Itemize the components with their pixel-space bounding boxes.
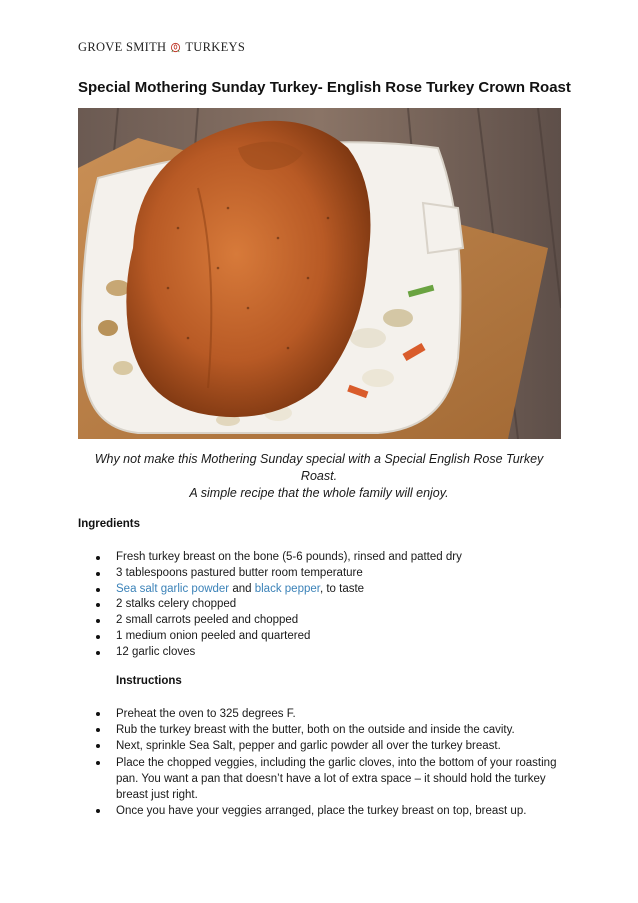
brand-name-right: TURKEYS: [185, 40, 246, 54]
ingredients-list: [96, 550, 566, 661]
instructions-heading: Instructions: [116, 675, 182, 687]
brand-name-left: GROVE SMITH: [78, 40, 167, 54]
instructions-list: [96, 706, 558, 819]
list-item: 2 stalks celery chopped: [96, 597, 566, 613]
caption-line-2: A simple recipe that the whole family will enjoy.: [189, 486, 449, 500]
list-item: 1 medium onion peeled and quartered: [96, 629, 566, 645]
list-item: Next, sprinkle Sea Salt, pepper and garlic powder all over the turkey breast.: [96, 738, 558, 754]
list-item: 2 small carrots peeled and chopped: [96, 613, 566, 629]
caption-line-1: Why not make this Mothering Sunday special with a Special English Rose Turkey Roast.: [94, 452, 544, 483]
list-item: Fresh turkey breast on the bone (5-6 pounds), rinsed and patted dry: [96, 550, 566, 566]
ingredients-heading: Ingredients: [78, 518, 140, 530]
black-pepper-link[interactable]: black pepper: [254, 582, 320, 595]
list-item: 12 garlic cloves: [96, 645, 566, 661]
list-item: Once you have your veggies arranged, place the turkey breast on top, breast up.: [96, 803, 558, 819]
page-title: Special Mothering Sunday Turkey- English Rose Turkey Crown Roast: [78, 79, 571, 96]
rose-icon: [170, 42, 181, 53]
list-item: Rub the turkey breast with the butter, both on the outside and inside the cavity.: [96, 722, 558, 738]
roast-turkey-crown-image: [78, 108, 561, 439]
list-item: Place the chopped veggies, including the garlic cloves, into the bottom of your roasting pan. You want a pan that doesn’t have a lot of extra space – it should hold the turkey breast just right.: [96, 755, 558, 804]
list-item: 3 tablespoons pastured butter room temperature: [96, 566, 566, 582]
sea-salt-garlic-powder-link[interactable]: Sea salt garlic powder: [116, 582, 230, 595]
list-item: Sea salt garlic powder and black pepper, to taste: [96, 582, 566, 598]
list-item: Preheat the oven to 325 degrees F.: [96, 706, 558, 722]
brand-header: [78, 40, 245, 55]
photo-caption: [80, 451, 558, 502]
